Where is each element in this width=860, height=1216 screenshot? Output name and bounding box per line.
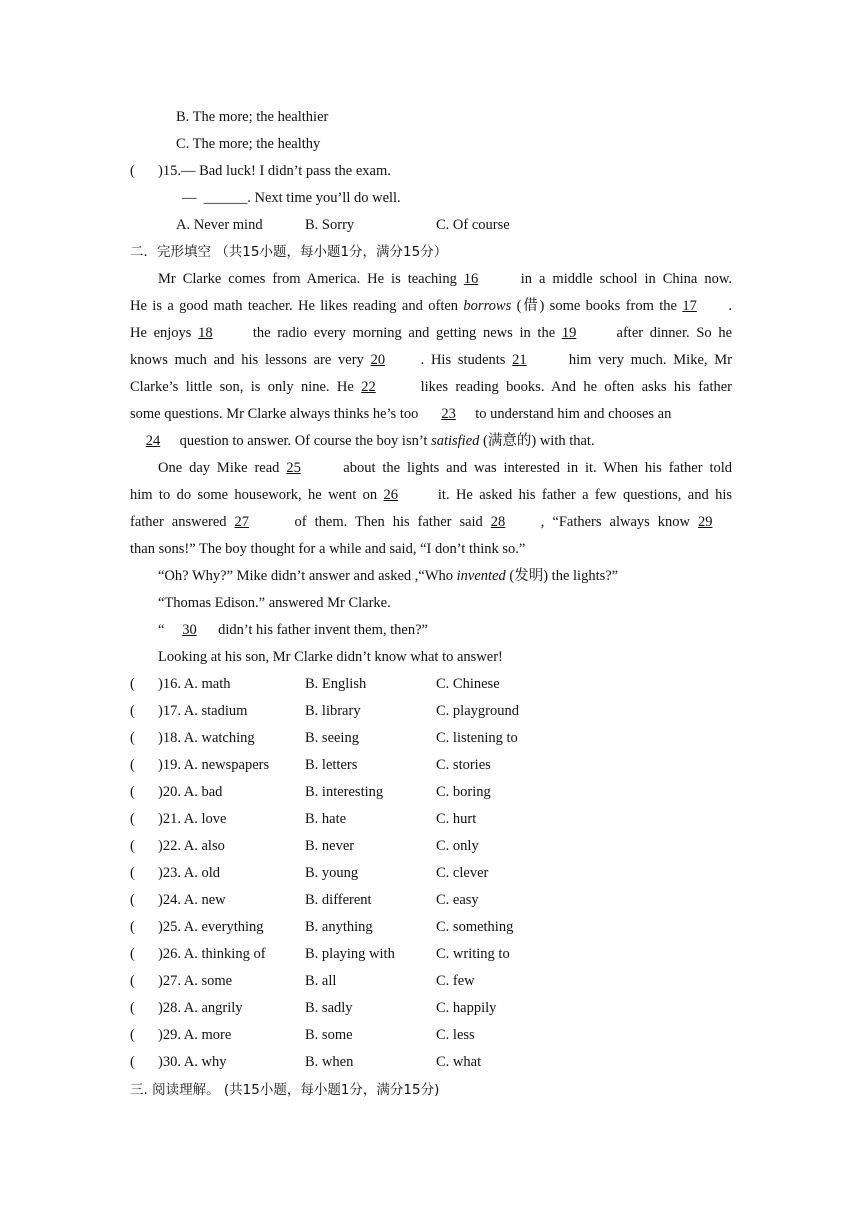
passage-line: than sons!” The boy thought for a while and said, “I don’t think so.”	[130, 541, 526, 557]
question-option-c: C. writing to	[436, 946, 510, 962]
question-option-a: )23. A. old	[158, 865, 221, 881]
question-option-b: B. anything	[305, 919, 373, 935]
answer-paren[interactable]: (	[130, 919, 135, 935]
passage-line: He enjoys 18 the radio every morning and getting news in the 19 after dinner. So he	[130, 320, 732, 347]
question-option-c: C. less	[436, 1027, 475, 1043]
question-option-c: C. few	[436, 973, 475, 989]
passage-line: “Oh? Why?” Mike didn’t answer and asked ,“Who invented (发明) the lights?”	[158, 568, 619, 584]
blank-30: 30	[182, 622, 197, 638]
question-option-c: C. happily	[436, 1000, 497, 1016]
q15-option-a: A. Never mind	[176, 217, 263, 233]
q14-option-b: B. The more; the healthier	[176, 109, 329, 125]
question-option-a: )17. A. stadium	[158, 703, 248, 719]
question-option-b: B. sadly	[305, 1000, 353, 1016]
answer-paren[interactable]: (	[130, 730, 135, 746]
blank-28: 28	[490, 514, 506, 530]
question-option-a: )18. A. watching	[158, 730, 255, 746]
blank-19: 19	[561, 325, 577, 341]
section3-heading: 三. 阅读理解。 (共15小题，每小题1分，满分15分)	[130, 1082, 440, 1098]
question-row	[130, 671, 732, 698]
question-option-a: )16. A. math	[158, 676, 231, 692]
answer-paren[interactable]: (	[130, 946, 135, 962]
blank-18: 18	[198, 325, 213, 341]
answer-paren[interactable]: (	[130, 1000, 135, 1016]
question-option-a: )21. A. love	[158, 811, 227, 827]
question-option-a: )24. A. new	[158, 892, 226, 908]
question-option-c: C. what	[436, 1054, 482, 1070]
blank-21: 21	[512, 352, 527, 368]
question-option-a: )25. A. everything	[158, 919, 264, 935]
question-option-a: )27. A. some	[158, 973, 233, 989]
passage-line: He is a good math teacher. He likes reading and often borrows (借) some books from the 17 .	[130, 293, 732, 320]
question-option-a: )19. A. newspapers	[158, 757, 270, 773]
question-row	[130, 914, 732, 941]
question-option-c: C. boring	[436, 784, 491, 800]
question-row	[130, 1022, 732, 1049]
answer-paren[interactable]: (	[130, 757, 135, 773]
question-option-a: )28. A. angrily	[158, 1000, 243, 1016]
question-row	[130, 995, 732, 1022]
passage-line: him to do some housework, he went on 26 it. He asked his father a few questions, and his	[130, 482, 732, 509]
passage-line: some questions. Mr Clarke always thinks he’s too 23 to understand him and chooses an	[130, 401, 732, 428]
blank-16: 16	[463, 271, 479, 287]
question-row	[130, 941, 732, 968]
blank-26: 26	[383, 487, 399, 503]
blank-29: 29	[698, 514, 713, 530]
question-row	[130, 806, 732, 833]
passage-line: Clarke’s little son, is only nine. He 22 likes reading books. And he often asks his father	[130, 374, 732, 401]
answer-paren[interactable]: (	[130, 973, 135, 989]
question-option-a: )22. A. also	[158, 838, 225, 854]
q15-stem: )15.— Bad luck! I didn’t pass the exam.	[158, 163, 391, 179]
reply-blank: ______	[203, 190, 248, 206]
reply-dash: —	[182, 190, 197, 206]
question-option-b: B. interesting	[305, 784, 384, 800]
question-row	[130, 968, 732, 995]
question-row	[130, 860, 732, 887]
question-option-c: C. listening to	[436, 730, 518, 746]
question-option-b: B. seeing	[305, 730, 359, 746]
section2-heading: 二．完形填空 （共15小题，每小题1分，满分15分）	[130, 244, 448, 260]
question-option-b: B. young	[305, 865, 359, 881]
question-row	[130, 1049, 732, 1076]
blank-17: 17	[682, 298, 697, 314]
question-option-c: C. clever	[436, 865, 489, 881]
question-option-a: )30. A. why	[158, 1054, 227, 1070]
question-option-c: C. something	[436, 919, 514, 935]
blank-27: 27	[234, 514, 250, 530]
question-option-c: C. stories	[436, 757, 491, 773]
question-row	[130, 725, 732, 752]
question-option-b: B. library	[305, 703, 361, 719]
q14-option-c: C. The more; the healthy	[176, 136, 321, 152]
answer-paren[interactable]: (	[130, 811, 135, 827]
passage-line: Looking at his son, Mr Clarke didn’t know what to answer!	[158, 649, 503, 665]
question-option-b: B. when	[305, 1054, 354, 1070]
q15-reply	[182, 185, 784, 212]
q15-stem-row	[130, 158, 732, 185]
passage-line: knows much and his lessons are very 20 . His students 21 him very much. Mike, Mr	[130, 347, 732, 374]
passage-line: “ 30 didn’t his father invent them, then?”	[158, 617, 760, 644]
passage-line: father answered 27 of them. Then his father said 28 , “Fathers always know 29	[130, 509, 732, 536]
question-option-b: B. English	[305, 676, 367, 692]
answer-paren[interactable]: (	[130, 892, 135, 908]
question-option-b: B. some	[305, 1027, 353, 1043]
answer-paren[interactable]: (	[130, 784, 135, 800]
question-option-c: C. easy	[436, 892, 479, 908]
reply-rest: . Next time you’ll do well.	[247, 190, 401, 206]
question-option-b: B. playing with	[305, 946, 395, 962]
question-option-c: C. Chinese	[436, 676, 500, 692]
question-option-a: )20. A. bad	[158, 784, 223, 800]
answer-paren[interactable]: (	[130, 865, 135, 881]
q15-option-c: C. Of course	[436, 217, 510, 233]
blank-22: 22	[361, 379, 376, 395]
question-option-a: )29. A. more	[158, 1027, 232, 1043]
answer-paren[interactable]: (	[130, 703, 135, 719]
answer-paren[interactable]: (	[130, 1027, 135, 1043]
answer-paren[interactable]: (	[130, 676, 135, 692]
question-option-b: B. never	[305, 838, 355, 854]
question-option-b: B. hate	[305, 811, 347, 827]
question-option-c: C. hurt	[436, 811, 477, 827]
question-row	[130, 887, 732, 914]
passage-line: 24 question to answer. Of course the boy isn’t satisfied (满意的) with that.	[130, 428, 732, 455]
q15-option-b: B. Sorry	[305, 217, 355, 233]
blank-20: 20	[370, 352, 386, 368]
blank-25: 25	[286, 460, 301, 476]
question-row	[130, 698, 732, 725]
passage-line: Mr Clarke comes from America. He is teaching 16 in a middle school in China now.	[158, 266, 732, 293]
question-option-c: C. playground	[436, 703, 519, 719]
question-row	[130, 752, 732, 779]
question-option-b: B. letters	[305, 757, 358, 773]
answer-paren[interactable]: (	[130, 1054, 135, 1070]
blank-23: 23	[441, 406, 456, 422]
question-row	[130, 779, 732, 806]
passage-line: “Thomas Edison.” answered Mr Clarke.	[158, 595, 391, 611]
passage-line: One day Mike read 25 about the lights and was interested in it. When his father told	[158, 455, 732, 482]
answer-paren[interactable]: (	[130, 838, 135, 854]
question-option-b: B. different	[305, 892, 372, 908]
question-option-c: C. only	[436, 838, 479, 854]
question-option-b: B. all	[305, 973, 337, 989]
question-row	[130, 833, 732, 860]
answer-paren: (	[130, 163, 135, 179]
blank-24: 24	[145, 433, 161, 449]
q15-options-row	[130, 212, 732, 239]
question-option-a: )26. A. thinking of	[158, 946, 266, 962]
